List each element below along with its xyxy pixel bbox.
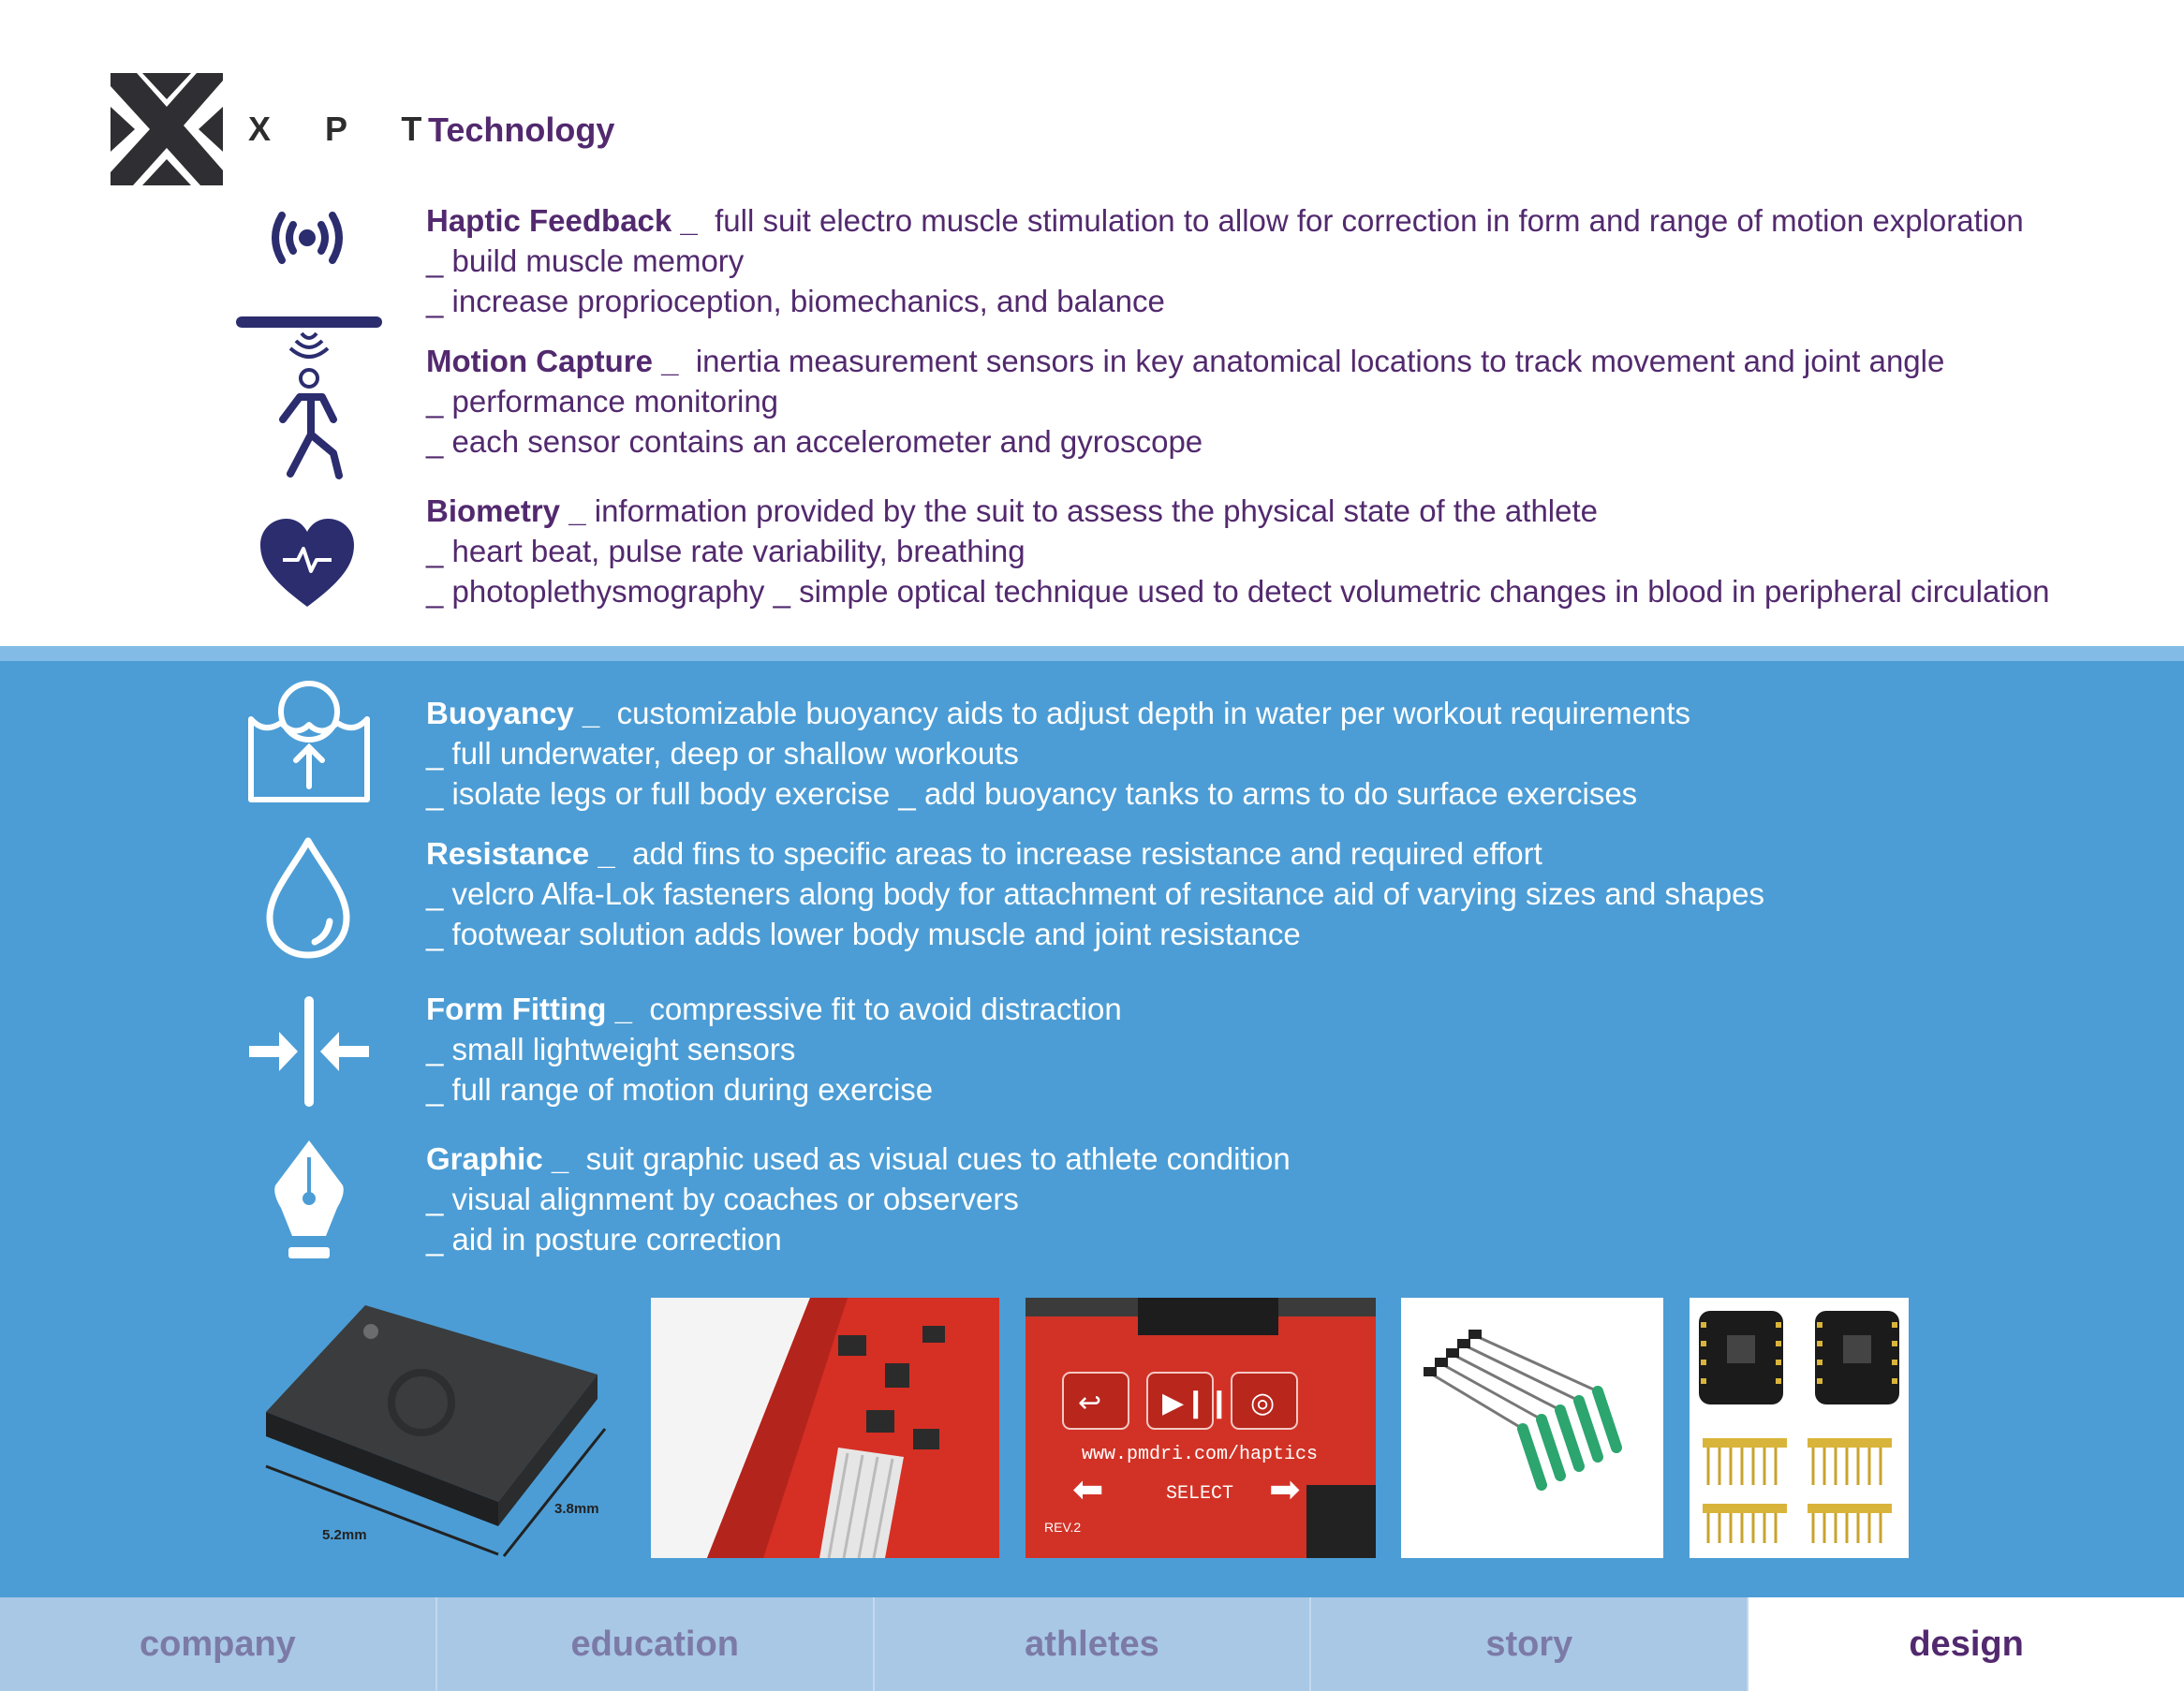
feature-line: _ increase proprioception, biomechanics, and balance — [426, 284, 1165, 318]
feature-line: _ footwear solution adds lower body muscle and joint resistance — [426, 917, 1301, 951]
buoyancy-icon — [245, 678, 373, 805]
compress-arrows-icon — [245, 996, 373, 1107]
feature-line: _ performance monitoring — [426, 384, 779, 419]
feature-title: Motion Capture _ — [426, 344, 679, 378]
feature-biometry — [426, 491, 2050, 611]
feature-title: Buoyancy _ — [426, 696, 600, 730]
svg-text:➡: ➡ — [1269, 1469, 1301, 1510]
feature-description: information provided by the suit to assess the physical state of the athlete — [594, 493, 1599, 528]
nav-design[interactable]: design — [1749, 1597, 2184, 1691]
shield-rev-label: REV.2 — [1044, 1520, 1082, 1535]
feature-line: _ each sensor contains an accelerometer and gyroscope — [426, 424, 1203, 459]
feature-line: _ visual alignment by coaches or observers — [426, 1182, 1019, 1216]
feature-line: _ aid in posture correction — [426, 1222, 782, 1257]
sensor-chip-image — [253, 1301, 637, 1564]
bottom-nav — [0, 1597, 2184, 1691]
feature-line: _ isolate legs or full body exercise _ add buoyancy tanks to arms to do surface exercises — [426, 776, 1638, 811]
feature-resistance — [426, 833, 1764, 954]
heart-pulse-icon — [260, 519, 354, 609]
feature-line: _ small lightweight sensors — [426, 1032, 796, 1066]
feature-description: full suit electro muscle stimulation to allow for correction in form and range of motion exploration — [715, 203, 2024, 238]
sensor-width-label: 5.2mm — [322, 1527, 367, 1543]
shield-select-label: SELECT — [1166, 1483, 1234, 1505]
feature-form-fitting — [426, 989, 1122, 1110]
haptic-signal-icon — [267, 208, 347, 268]
svg-text:↩: ↩ — [1078, 1388, 1102, 1419]
feature-description: add fins to specific areas to increase resistance and required effort — [632, 836, 1542, 871]
brand-name: X P T — [248, 110, 445, 148]
haptic-shield-image — [1026, 1298, 1376, 1558]
svg-text:◎: ◎ — [1250, 1388, 1276, 1419]
svg-text:⬅: ⬅ — [1072, 1469, 1104, 1510]
feature-line: _ photoplethysmography _ simple optical technique used to detect volumetric changes in blood in peripheral circulation — [426, 574, 2050, 609]
feature-haptic-feedback — [426, 200, 2024, 321]
nav-story[interactable]: story — [1311, 1597, 1749, 1691]
feature-graphic — [426, 1139, 1291, 1259]
feature-description: inertia measurement sensors in key anatomical locations to track movement and joint angle — [695, 344, 1945, 378]
feature-title: Form Fitting _ — [426, 992, 632, 1026]
feature-line: _ velcro Alfa-Lok fasteners along body for attachment of resitance aid of varying sizes and shapes — [426, 876, 1764, 911]
feature-title: Biometry _ — [426, 493, 586, 528]
nav-athletes[interactable]: athletes — [875, 1597, 1312, 1691]
feature-line: _ build muscle memory — [426, 243, 745, 278]
feature-description: customizable buoyancy aids to adjust depth in water per workout requirements — [616, 696, 1691, 730]
feature-description: compressive fit to avoid distraction — [649, 992, 1122, 1026]
feature-line: _ full range of motion during exercise — [426, 1072, 934, 1107]
nav-company[interactable]: company — [0, 1597, 437, 1691]
water-drop-icon — [264, 835, 352, 961]
haptic-feedback-board-image — [651, 1298, 999, 1558]
feature-title: Resistance _ — [426, 836, 615, 871]
feature-line: _ heart beat, pulse rate variability, breathing — [426, 534, 1026, 568]
sensor-height-label: 3.8mm — [554, 1501, 599, 1517]
feature-title: Graphic _ — [426, 1141, 569, 1176]
xpt-logo-icon — [111, 73, 223, 185]
feature-line: _ full underwater, deep or shallow workouts — [426, 736, 1019, 771]
feature-title: Haptic Feedback _ — [426, 203, 698, 238]
nav-education[interactable]: education — [437, 1597, 875, 1691]
svg-text:▶❙❙: ▶❙❙ — [1162, 1388, 1232, 1419]
feature-motion-capture — [426, 341, 1944, 462]
pen-nib-icon — [266, 1137, 352, 1264]
feature-description: suit graphic used as visual cues to athlete condition — [585, 1141, 1291, 1176]
vibration-motors-image — [1401, 1298, 1663, 1558]
motion-capture-icon — [236, 315, 382, 483]
feature-buoyancy — [426, 693, 1690, 814]
page-title: Technology — [428, 110, 615, 149]
shield-url-label: www.pmdri.com/haptics — [1082, 1444, 1319, 1465]
pulse-sensor-boards-image — [1690, 1298, 1909, 1558]
